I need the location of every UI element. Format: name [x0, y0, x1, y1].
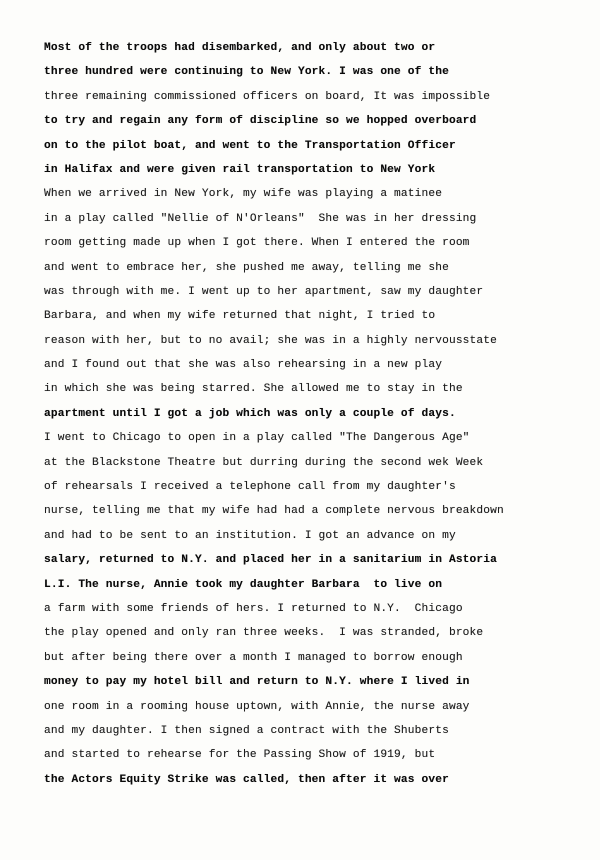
text-line-16: apartment until I got a job which was only a couple of days.	[44, 407, 456, 420]
text-line-2: three hundred were continuing to New York. I was one of the	[44, 66, 449, 79]
text-line-31: the Actors Equity Strike was called, then after it was over	[44, 773, 449, 786]
text-line-27: money to pay my hotel bill and return to N.Y. where I lived in	[44, 676, 470, 689]
text-line-12: Barbara, and when my wife returned that night, I tried to	[44, 310, 436, 323]
text-line-4: to try and regain any form of discipline so we hopped overboard	[44, 115, 477, 128]
text-line-17: I went to Chicago to open in a play called "The Dangerous Age"	[44, 432, 470, 445]
text-line-5: on to the pilot boat, and went to the Transportation Officer	[44, 139, 456, 152]
text-line-3: three remaining commissioned officers on board, It was impossible	[44, 90, 491, 103]
text-line-21: and had to be sent to an institution. I got an advance on my	[44, 529, 456, 542]
text-line-23: L.I. The nurse, Annie took my daughter Barbara to live on	[44, 578, 443, 591]
text-line-19: of rehearsals I received a telephone call from my daughter's	[44, 481, 456, 494]
text-line-1: Most of the troops had disembarked, and only about two or	[44, 42, 436, 54]
text-line-29: and my daughter. I then signed a contract with the Shuberts	[44, 724, 449, 737]
text-line-6: in Halifax and were given rail transportation to New York	[44, 163, 436, 176]
text-line-13: reason with her, but to no avail; she was in a highly nervousstate	[44, 334, 497, 347]
text-line-26: but after being there over a month I managed to borrow enough	[44, 651, 463, 664]
text-line-22: salary, returned to N.Y. and placed her in a sanitarium in Astoria	[44, 554, 497, 567]
text-line-30: and started to rehearse for the Passing Show of 1919, but	[44, 749, 436, 762]
text-line-15: in which she was being starred. She allowed me to stay in the	[44, 383, 463, 396]
text-line-11: was through with me. I went up to her apartment, saw my daughter	[44, 285, 484, 298]
text-line-7: When we arrived in New York, my wife was playing a matinee	[44, 188, 443, 201]
text-line-18: at the Blackstone Theatre but durring during the second wek Week	[44, 456, 484, 469]
text-line-28: one room in a rooming house uptown, with Annie, the nurse away	[44, 700, 470, 713]
text-line-25: the play opened and only ran three weeks. I was stranded, broke	[44, 627, 484, 640]
text-line-10: and went to embrace her, she pushed me away, telling me she	[44, 261, 449, 274]
text-line-8: in a play called "Nellie of N'Orleans" She was in her dressing	[44, 212, 477, 225]
text-line-20: nurse, telling me that my wife had had a complete nervous breakdown	[44, 505, 504, 518]
typewritten-text-block	[44, 36, 564, 792]
text-line-9: room getting made up when I got there. When I entered the room	[44, 237, 470, 250]
text-line-14: and I found out that she was also rehearsing in a new play	[44, 359, 443, 372]
text-line-24: a farm with some friends of hers. I returned to N.Y. Chicago	[44, 602, 463, 615]
